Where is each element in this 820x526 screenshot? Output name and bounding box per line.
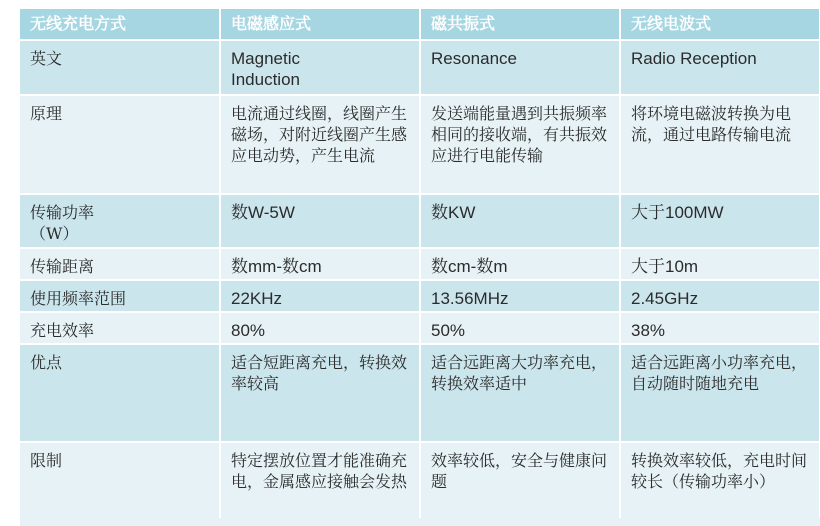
table-cell: 特定摆放位置才能准确充电，金属感应接触会发热 xyxy=(220,442,420,519)
table-cell: 22KHz xyxy=(220,280,420,312)
table-cell: 发送端能量遇到共振频率相同的接收端，有共振效应进行电能传输 xyxy=(420,95,620,194)
row-label: 英文 xyxy=(20,40,220,95)
table-cell: 数W-5W xyxy=(220,194,420,248)
row-label: 优点 xyxy=(20,344,220,442)
row-label: 传输距离 xyxy=(20,248,220,280)
table-cell: 大于10m xyxy=(620,248,820,280)
table-row xyxy=(20,280,820,312)
table-cell: 适合远距离小功率充电，自动随时随地充电 xyxy=(620,344,820,442)
next-row-edge xyxy=(20,518,820,526)
table-cell: Magnetic Induction xyxy=(220,40,420,95)
row-label: 传输功率（W） xyxy=(20,194,220,248)
table-cell: 适合短距离充电，转换效率较高 xyxy=(220,344,420,442)
table-cell: 大于100MW xyxy=(620,194,820,248)
table-cell: 2.45GHz xyxy=(620,280,820,312)
table-cell: 将环境电磁波转换为电流，通过电路传输电流 xyxy=(620,95,820,194)
row-label: 充电效率 xyxy=(20,312,220,344)
table-row xyxy=(20,442,820,519)
header-cell: 电磁感应式 xyxy=(220,9,420,40)
header-cell: 无线充电方式 xyxy=(20,9,220,40)
table-row xyxy=(20,95,820,194)
table-cell: 适合远距离大功率充电，转换效率适中 xyxy=(420,344,620,442)
table-cell: 电流通过线圈，线圈产生磁场，对附近线圈产生感应电动势，产生电流 xyxy=(220,95,420,194)
table-row xyxy=(20,40,820,95)
table-cell: Resonance xyxy=(420,40,620,95)
table-cell: 数cm-数m xyxy=(420,248,620,280)
table-row xyxy=(20,344,820,442)
table-cell: 80% xyxy=(220,312,420,344)
row-label: 使用频率范围 xyxy=(20,280,220,312)
table-row xyxy=(20,248,820,280)
row-label: 原理 xyxy=(20,95,220,194)
header-cell: 无线电波式 xyxy=(620,9,820,40)
header-cell: 磁共振式 xyxy=(420,9,620,40)
table-cell: 转换效率较低，充电时间较长（传输功率小） xyxy=(620,442,820,519)
table-cell: Radio Reception xyxy=(620,40,820,95)
table-cell: 数mm-数cm xyxy=(220,248,420,280)
table-row xyxy=(20,312,820,344)
table-row xyxy=(20,194,820,248)
comparison-table xyxy=(20,9,820,520)
table-cell: 13.56MHz xyxy=(420,280,620,312)
table-cell: 效率较低，安全与健康问题 xyxy=(420,442,620,519)
table-header-row xyxy=(20,9,820,40)
row-label: 限制 xyxy=(20,442,220,519)
table-cell: 数KW xyxy=(420,194,620,248)
table-cell: 50% xyxy=(420,312,620,344)
table-cell: 38% xyxy=(620,312,820,344)
